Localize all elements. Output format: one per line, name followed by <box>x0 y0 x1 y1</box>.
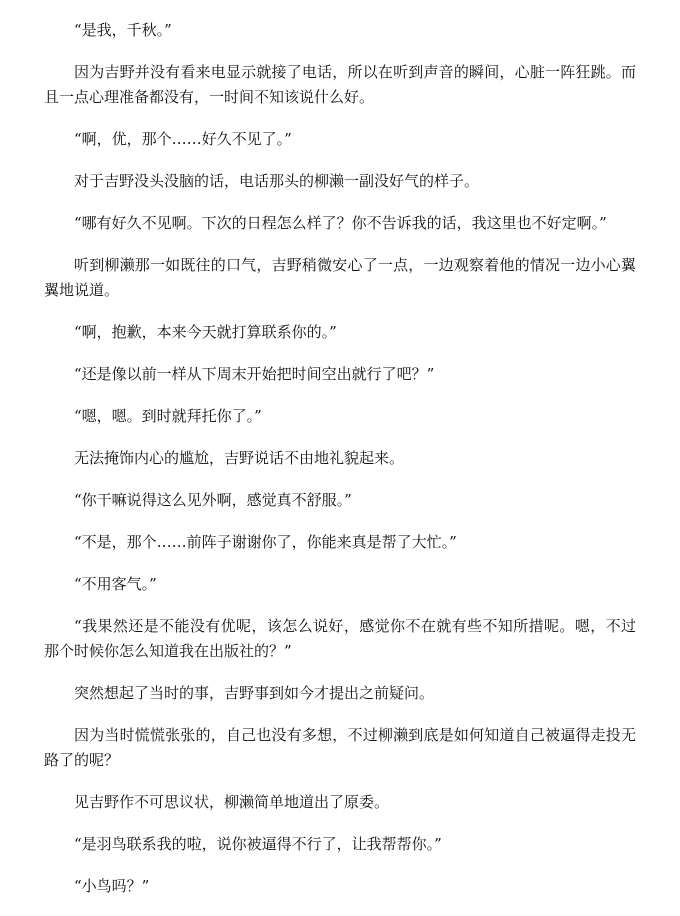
document-page <box>44 18 636 916</box>
paragraph: 听到柳濑那一如既往的口气，吉野稍微安心了一点，一边观察着他的情况一边小心翼翼地说道。 <box>44 256 636 299</box>
paragraph: “还是像以前一样从下周末开始把时间空出就行了吧？” <box>74 365 435 383</box>
paragraph: “嗯，嗯。到时就拜托你了。” <box>74 407 262 425</box>
paragraph: “啊，优，那个……好久不见了。” <box>74 130 292 148</box>
paragraph: “是羽鸟联系我的啦，说你被逼得不行了，让我帮帮你。” <box>74 835 442 853</box>
paragraph: 对于吉野没头没脑的话，电话那头的柳濑一副没好气的样子。 <box>74 172 480 190</box>
paragraph: 无法掩饰内心的尴尬，吉野说话不由地礼貌起来。 <box>74 449 405 467</box>
paragraph: “是我，千秋。” <box>74 21 172 39</box>
paragraph: 因为当时慌慌张张的，自己也没有多想，不过柳濑到底是如何知道自己被逼得走投无路了的呢？ <box>44 726 636 769</box>
paragraph: “我果然还是不能没有优呢，该怎么说好，感觉你不在就有些不知所措呢。嗯，不过那个时候你怎么知道我在出版社的？” <box>44 617 636 660</box>
paragraph: 因为吉野并没有看来电显示就接了电话，所以在听到声音的瞬间，心脏一阵狂跳。而且一点心理准备都没有，一时间不知该说什么好。 <box>44 63 636 106</box>
paragraph: “不是，那个……前阵子谢谢你了，你能来真是帮了大忙。” <box>74 533 457 551</box>
paragraph: 突然想起了当时的事，吉野事到如今才提出之前疑问。 <box>74 684 435 702</box>
paragraph: “不用客气。” <box>74 575 157 593</box>
paragraph: “你干嘛说得这么见外啊，感觉真不舒服。” <box>74 491 352 509</box>
paragraph: 见吉野作不可思议状，柳濑简单地道出了原委。 <box>74 793 390 811</box>
paragraph: “啊，抱歉，本来今天就打算联系你的。” <box>74 323 337 341</box>
paragraph: “哪有好久不见啊。下次的日程怎么样了？你不告诉我的话，我这里也不好定啊。” <box>74 214 607 232</box>
paragraph: “小鸟吗？” <box>74 877 150 895</box>
